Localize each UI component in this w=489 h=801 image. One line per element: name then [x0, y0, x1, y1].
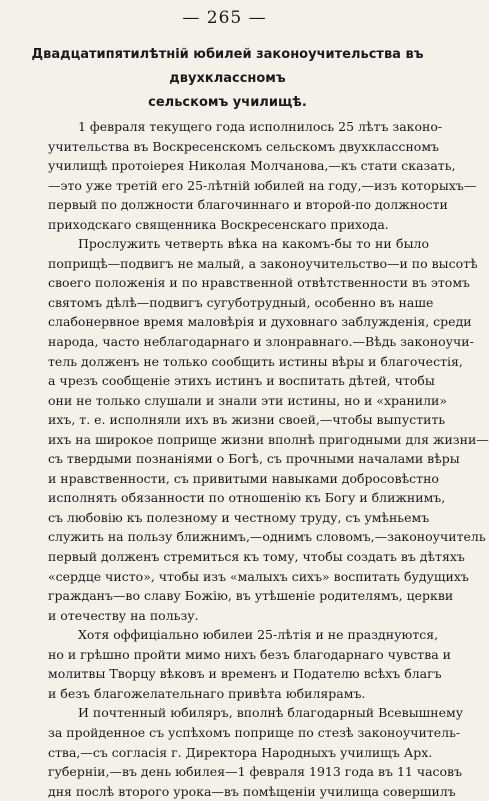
text-line: ихъ на широкое поприще жизни вполнѣ пригодными для жизни—	[48, 431, 489, 447]
text-line: съ твердыми познаніями о Богѣ, съ прочными началами вѣры	[48, 451, 460, 467]
text-line: Прослужить четверть вѣка на какомъ-бы то ни было	[78, 236, 429, 252]
article-heading	[30, 43, 425, 115]
text-line: за пройденное съ успѣхомъ поприще по стезѣ законоучитель-	[48, 724, 461, 740]
text-line: своего положенія и по нравственной отвѣтственности въ этомъ	[48, 275, 470, 291]
page-number: — 265 —	[182, 8, 267, 28]
text-line: —это уже третій его 25-лѣтній юбилей на году,—изъ которыхъ—	[48, 177, 477, 193]
text-line: святомъ дѣлѣ—подвигъ сугуботрудный, особенно въ наше	[48, 294, 434, 310]
text-line: молитвы Творцу вѣковъ и временъ и Подателю всѣхъ благъ	[48, 666, 442, 682]
article-body	[48, 117, 489, 801]
text-line: гражданъ—во славу Божію, въ утѣшеніе родителямъ, церкви	[48, 588, 454, 604]
text-line: они не только слушали и знали эти истины, но и «хранили»	[48, 392, 448, 408]
text-line: губерніи,—въ день юбилея—1 февраля 1913 года въ 11 часовъ	[48, 764, 463, 780]
text-line: учительства въ Воскресенскомъ сельскомъ двухклассномъ	[48, 138, 440, 154]
text-line: «сердце чисто», чтобы изъ «малыхъ сихъ» воспитать будущихъ	[48, 568, 469, 584]
text-line: приходскаго священника Воскресенскаго прихода.	[48, 216, 389, 232]
text-line: 1 февраля текущего года исполнилось 25 лѣтъ законо-	[78, 119, 443, 134]
text-line: ства,—съ согласія г. Директора Народныхъ училищъ Арх.	[48, 744, 433, 760]
text-line: но и грѣшно пройти мимо нихъ безъ благодарнаго чувства и	[48, 646, 452, 662]
text-line: училищѣ протоіерея Николая Молчанова,—къ стати сказать,	[48, 158, 456, 174]
heading-line-1: Двадцатипятилѣтній юбилей законоучительства въ двухклассномъ	[31, 47, 424, 86]
text-line: исполнять обязанности по отношенію къ Богу и ближнимъ,	[48, 490, 446, 506]
text-line: и безъ благожелательнаго привѣта юбилярамъ.	[48, 685, 366, 701]
text-line: народа, часто неблагодарнаго и злонравнаго.—Вѣдь законоучи-	[48, 334, 474, 350]
text-line: Хотя оффиціально юбилеи 25-лѣтія и не празднуются,	[78, 627, 439, 643]
text-line: тель долженъ не только сообщить истины вѣры и благочестія,	[48, 353, 463, 369]
text-line: ихъ, т. е. исполняли ихъ въ жизни своей,—чтобы выпустить	[48, 412, 446, 428]
text-line: и нравственности, съ привитыми навыками добросовѣстно	[48, 470, 439, 486]
text-line: а чрезъ сообщеніе этихъ истинъ и воспитать дѣтей, чтобы	[48, 373, 435, 389]
text-line: служить на пользу ближнимъ,—однимъ словомъ,—законоучитель	[48, 529, 486, 545]
text-line: первый по должности благочиннаго и второй-по должности	[48, 197, 448, 213]
text-line: поприщѣ—подвигъ не малый, а законоучительство—и по высотѣ	[48, 255, 478, 271]
text-line: съ любовію къ полезному и честному труду, съ умѣньемъ	[48, 509, 430, 525]
heading-line-2: сельскомъ училищѣ.	[148, 95, 307, 110]
text-line: И почтенный юбиляръ, вполнѣ благодарный Всевышнему	[78, 705, 464, 721]
text-line: слабонервное время маловѣрія и духовнаго заблужденія, среди	[48, 314, 472, 330]
text-line: первый долженъ стремиться къ тому, чтобы создать въ дѣтяхъ	[48, 549, 465, 565]
text-line: дня послѣ второго урока—въ помѣщеніи училища совершилъ	[48, 783, 456, 799]
text-line: и отечеству на пользу.	[48, 607, 199, 623]
